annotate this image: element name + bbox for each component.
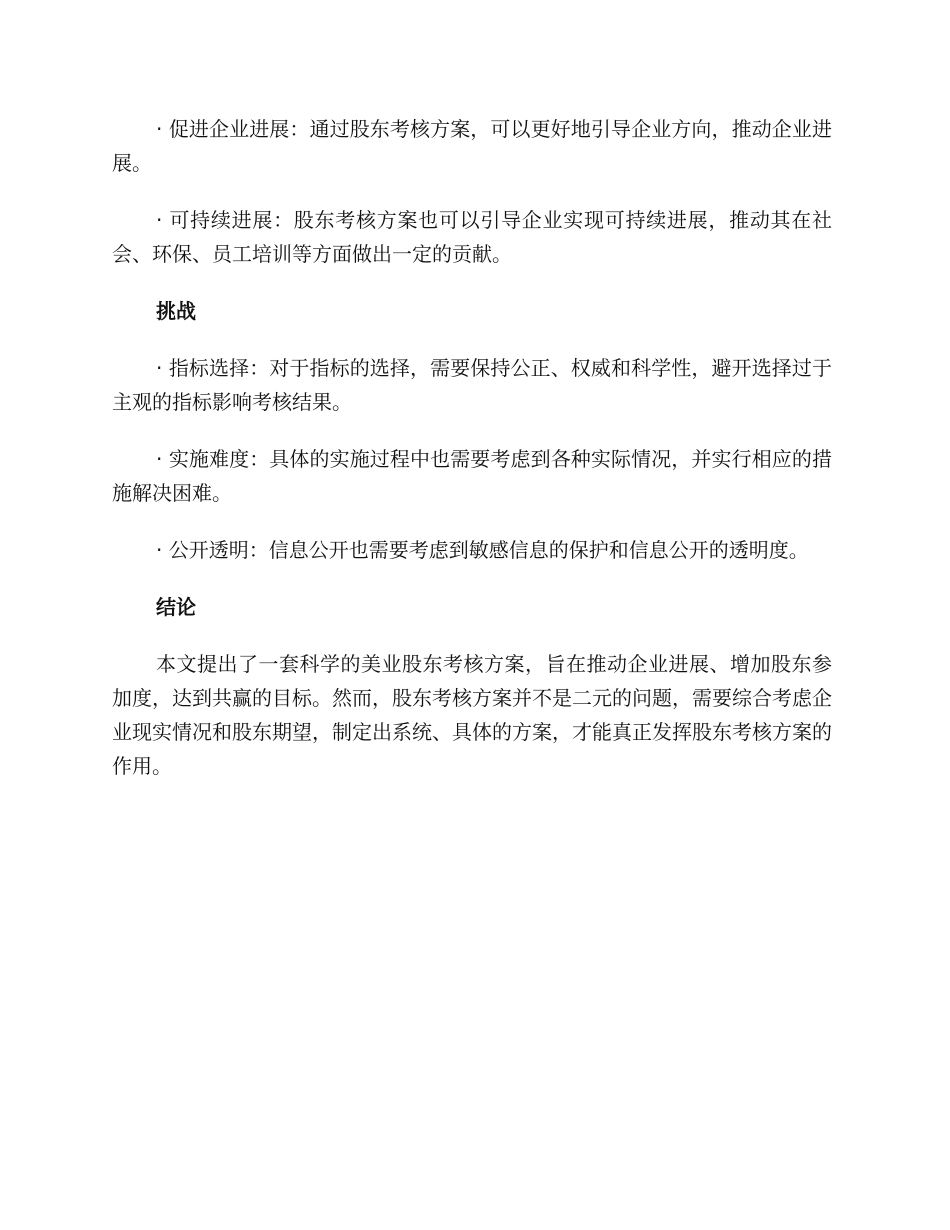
challenge-item-implementation-difficulty: · 实施难度：具体的实施过程中也需要考虑到各种实际情况，并实行相应的措施解决困难。 [112,447,832,505]
document-page [112,112,832,806]
section-heading-conclusion: 结论 [156,595,196,619]
section-heading-challenges: 挑战 [156,299,196,323]
challenge-item-indicator-selection: · 指标选择：对于指标的选择，需要保持公正、权威和科学性，避开选择过于主观的指标影响考核结果。 [112,356,832,414]
challenge-item-transparency: · 公开透明：信息公开也需要考虑到敏感信息的保护和信息公开的透明度。 [156,538,809,562]
benefit-paragraph-enterprise-progress: · 促进企业进展：通过股东考核方案，可以更好地引导企业方向，推动企业进展。 [112,117,832,175]
conclusion-paragraph: 本文提出了一套科学的美业股东考核方案，旨在推动企业进展、增加股东参加度，达到共赢的目标。然而，股东考核方案并不是二元的问题，需要综合考虑企业现实情况和股东期望，制定出系统、具体的方案，才能真正发挥股东考核方案的作用。 [112,652,832,778]
benefit-paragraph-sustainable-progress: · 可持续进展：股东考核方案也可以引导企业实现可持续进展，推动其在社会、环保、员工培训等方面做出一定的贡献。 [112,208,832,266]
